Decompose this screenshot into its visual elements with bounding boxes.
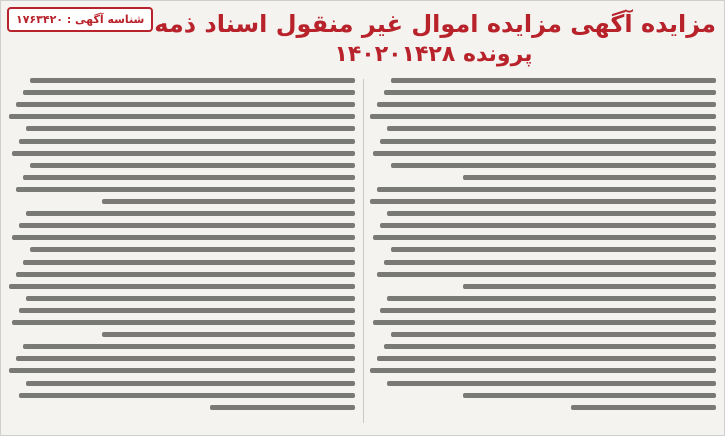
text-line: [377, 102, 716, 107]
text-line: [370, 114, 716, 119]
text-line: [26, 211, 355, 216]
notice-text-column-right: [370, 75, 716, 427]
column-divider: [363, 79, 364, 423]
text-line: [380, 139, 716, 144]
text-line: [391, 332, 716, 337]
text-line: [373, 235, 716, 240]
text-line: [16, 102, 355, 107]
text-line: [387, 381, 716, 386]
text-line: [26, 126, 355, 131]
text-line: [12, 320, 355, 325]
text-line: [26, 296, 355, 301]
text-line: [9, 114, 355, 119]
text-line: [16, 187, 355, 192]
text-line: [23, 175, 355, 180]
text-line: [391, 78, 716, 83]
text-line: [102, 199, 355, 204]
text-line: [463, 393, 716, 398]
text-line: [380, 308, 716, 313]
text-line: [23, 260, 355, 265]
text-line: [16, 356, 355, 361]
text-line: [102, 332, 355, 337]
text-line: [377, 187, 716, 192]
text-line: [387, 211, 716, 216]
text-line: [26, 381, 355, 386]
text-line: [23, 344, 355, 349]
ad-id-badge: شناسه آگهی : ۱۷۶۳۴۲۰: [7, 7, 153, 32]
text-line: [23, 90, 355, 95]
notice-title: مزایده آگهی مزایده اموال غیر منقول اسناد ذمه: [154, 10, 716, 38]
text-line: [12, 235, 355, 240]
text-line: [463, 175, 716, 180]
text-line: [384, 344, 716, 349]
text-line: [377, 356, 716, 361]
file-number: پرونده ۱۴۰۲۰۱۴۲۸: [334, 42, 533, 67]
text-line: [377, 272, 716, 277]
text-line: [9, 368, 355, 373]
text-line: [370, 199, 716, 204]
text-line: [380, 223, 716, 228]
text-line: [19, 139, 355, 144]
text-line: [9, 284, 355, 289]
text-line: [387, 296, 716, 301]
text-line: [30, 78, 355, 83]
text-line: [384, 90, 716, 95]
text-line: [16, 272, 355, 277]
text-line: [19, 223, 355, 228]
text-line: [30, 163, 355, 168]
notice-text-column-left: [9, 75, 355, 427]
text-line: [19, 308, 355, 313]
text-line: [387, 126, 716, 131]
text-line: [391, 163, 716, 168]
text-line: [463, 284, 716, 289]
text-line: [391, 247, 716, 252]
text-line: [19, 393, 355, 398]
text-line: [30, 247, 355, 252]
text-line: [12, 151, 355, 156]
text-line: [373, 151, 716, 156]
text-line: [571, 405, 716, 410]
text-line: [384, 260, 716, 265]
text-line: [370, 368, 716, 373]
text-line: [210, 405, 355, 410]
text-line: [373, 320, 716, 325]
